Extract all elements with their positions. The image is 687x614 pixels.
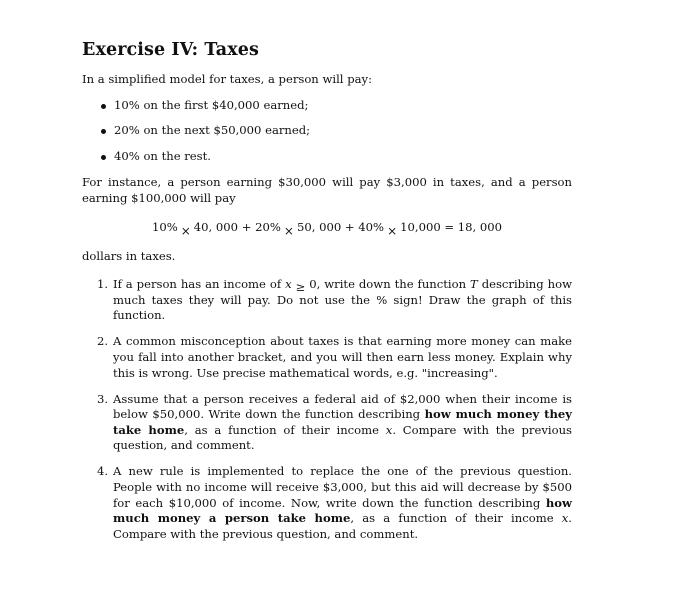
question-text: . Compare with the previous question, and comment. <box>113 422 572 453</box>
question-number: 4. <box>97 464 109 479</box>
question-text: If a person has an income of <box>113 277 286 292</box>
question-number: 2. <box>97 334 109 349</box>
question-text: , as a function of their income <box>184 422 386 437</box>
times-symbol: × <box>283 224 294 239</box>
question-text: . Compare with the previous question, and comment. <box>113 511 572 541</box>
bracket-text: 20% on the next $50,000 earned; <box>114 123 311 138</box>
tax-bracket-list <box>82 98 572 165</box>
variable-x: x <box>561 511 569 526</box>
times-symbol: × <box>180 224 191 239</box>
bullet-icon <box>101 155 106 160</box>
question-number: 1. <box>97 277 109 292</box>
equation-term: 10% <box>151 220 178 235</box>
bracket-text: 10% on the first $40,000 earned; <box>114 97 309 112</box>
bullet-icon <box>101 129 106 134</box>
question-text: A common misconception about taxes is that earning more money can make you fall into another bracket, and you will then earn less money. Explain why this is wrong. Use precise mathematical words, e.g. "increasing". <box>113 334 572 380</box>
bracket-item <box>82 149 572 165</box>
bracket-item <box>82 123 572 139</box>
bracket-item <box>82 98 572 114</box>
question-text: A new rule is implemented to replace the one of the previous question. People with no income will receive $3,000, but this aid will decrease by $500 for each $10,000 of income. Now, write down the function describing <box>113 464 572 510</box>
document-page <box>82 40 572 553</box>
question-text: 0, write down the function <box>305 277 471 292</box>
equation-term: 10,000 = 18, 000 <box>400 220 503 235</box>
times-symbol: × <box>387 224 398 239</box>
variable-x: x <box>285 277 292 292</box>
intro-text: In a simplified model for taxes, a person will pay: <box>82 72 372 86</box>
question-item-4 <box>82 464 572 542</box>
question-text: Assume that a person receives a federal aid of $2,000 when their income is below $50,000. Write down the function describing <box>113 391 572 422</box>
variable-x: x <box>385 422 393 437</box>
question-number: 3. <box>97 391 109 406</box>
question-item-1 <box>82 277 572 324</box>
question-item-2 <box>82 334 572 381</box>
question-item-3 <box>82 392 572 454</box>
emphasis-text: how much money they take home <box>113 407 572 437</box>
bullet-icon <box>101 104 106 109</box>
equation-term: 50, 000 + 40% <box>296 220 385 235</box>
exercise-title: Exercise IV: Taxes <box>82 40 259 60</box>
after-equation-text: dollars in taxes. <box>82 249 176 264</box>
question-text: describing how much taxes they will pay. Do not use the % sign! Draw the graph of this function. <box>113 277 572 323</box>
bracket-text: 40% on the rest. <box>114 149 211 164</box>
variable-T: T <box>470 277 478 292</box>
instance-text: For instance, a person earning $30,000 will pay $3,000 in taxes, and a person earning $100,000 will pay <box>82 175 572 205</box>
emphasis-text: how much money a person take home <box>113 495 572 526</box>
equation-term: 40, 000 + 20% <box>193 220 281 235</box>
tax-equation <box>82 219 572 239</box>
question-list <box>82 277 572 542</box>
question-text: , as a function of their income <box>350 511 562 526</box>
geq-symbol: ≥ <box>295 280 306 295</box>
